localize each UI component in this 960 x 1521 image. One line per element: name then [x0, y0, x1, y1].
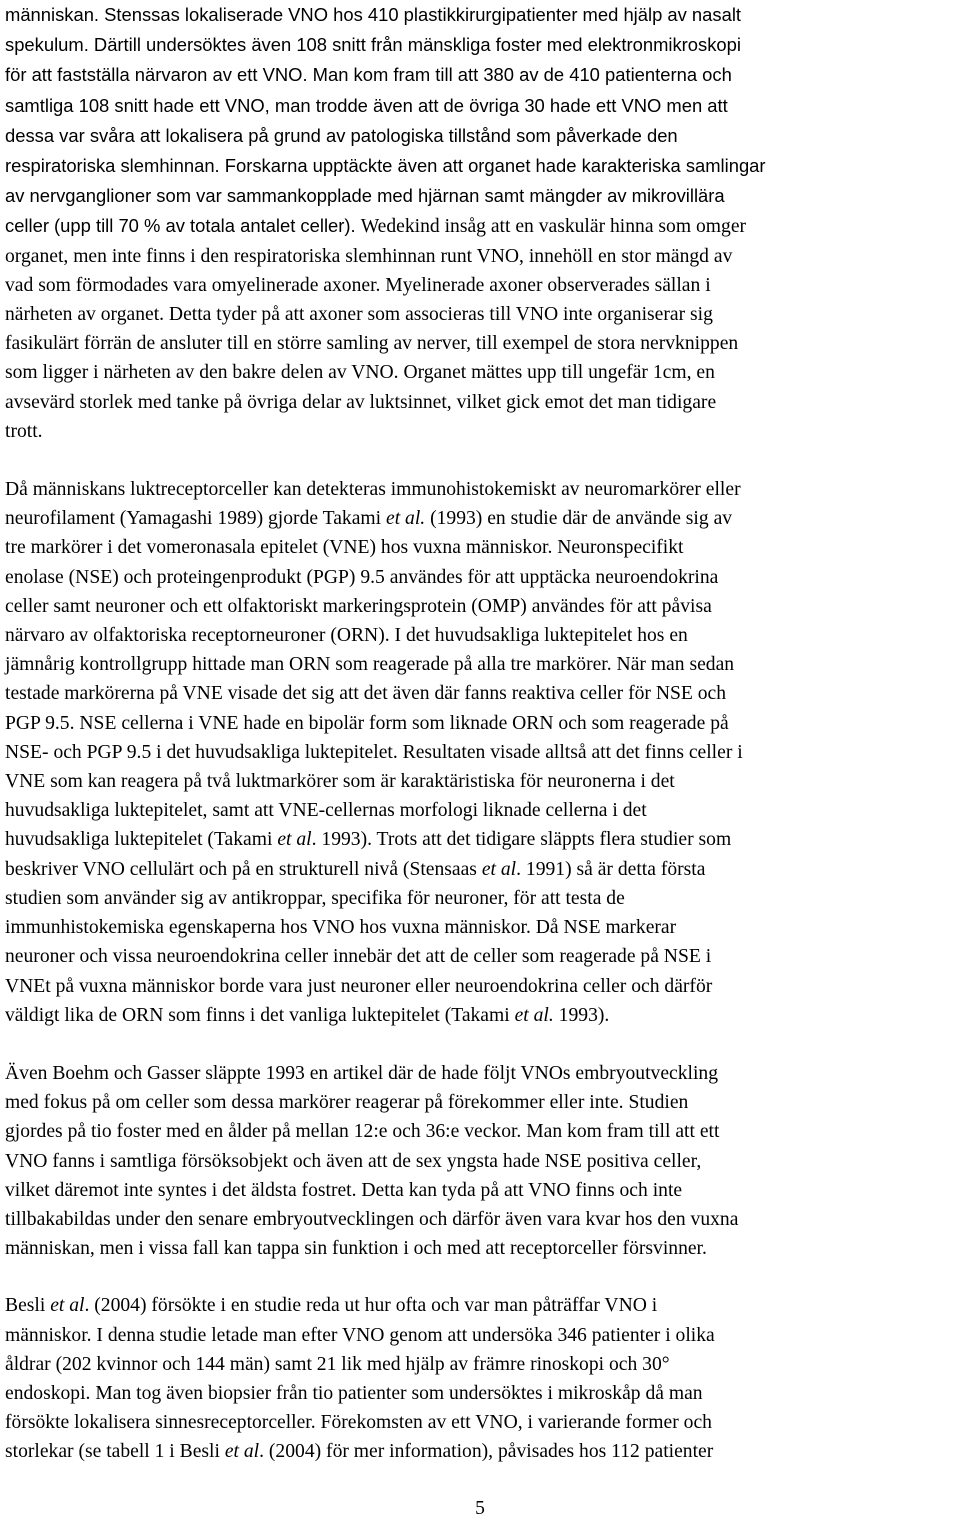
text-line: [5, 1117, 957, 1146]
text-segment: NSE- och PGP 9.5 i det huvudsakliga luktepitelet. Resultaten visade alltså att det finns celler i: [5, 741, 743, 763]
text-segment: Forskarna upptäckte även att organet hade karakteriska samlingar: [224, 155, 766, 177]
text-segment: 1993).: [553, 1004, 610, 1026]
text-segment: vilket däremot inte syntes i det äldsta fostret. Detta kan tyda på att VNO finns och inte: [5, 1179, 683, 1201]
text-segment: storlekar (se tabell 1 i Besli: [5, 1441, 225, 1463]
text-line: [5, 913, 957, 942]
text-line: [5, 972, 957, 1001]
text-segment: . (2004) försökte i en studie reda ut hur ofta och var man påträffar VNO i: [84, 1295, 658, 1317]
text-segment: enolase (NSE) och proteingenprodukt (PGP) 9.5 användes för att upptäcka neuroendokrina: [5, 566, 719, 588]
text-line: [5, 1321, 957, 1350]
text-line: [5, 1059, 957, 1088]
text-segment: människan, men i vissa fall kan tappa sin funktion i och med att receptorceller försvinner.: [5, 1238, 707, 1260]
text-line: [5, 650, 957, 679]
text-segment: tillbakabildas under den senare embryoutvecklingen och därför även vara kvar hos den vuxna: [5, 1208, 739, 1230]
text-line: [5, 504, 957, 533]
text-segment: beskriver VNO cellulärt och på en strukturell nivå (Stensaas: [5, 858, 482, 880]
text-line: [5, 30, 957, 60]
text-segment: celler samt neuroner och ett olfaktoriskt markeringsprotein (OMP) användes för att påvisa: [5, 595, 712, 617]
italic-citation: et al.: [514, 1004, 554, 1026]
text-segment: väldigt lika de ORN som finns i det vanliga luktepitelet (Takami: [5, 1004, 515, 1026]
text-segment: för att fastställa närvaron av ett VNO.: [5, 64, 313, 86]
text-line: [5, 91, 957, 121]
text-line: [5, 1147, 957, 1176]
text-line: [5, 151, 957, 181]
text-line: [5, 181, 957, 211]
text-segment: samtliga 108 snitt hade ett VNO, man trodde även att de övriga 30 hade ett VNO men att: [5, 94, 728, 116]
text-line: [5, 388, 957, 417]
text-segment: organet, men inte finns i den respiratoriska slemhinnan runt VNO, innehöll en stor mängd av: [5, 245, 733, 267]
text-segment: . 1991) så är detta första: [516, 858, 706, 880]
text-segment: huvudsakliga luktepitelet, samt att VNE-cellernas morfologi liknade cellerna i det: [5, 800, 647, 822]
text-segment: . 1993). Trots att det tidigare släppts flera studier som: [311, 829, 732, 851]
text-line: [5, 1176, 957, 1205]
text-line: [5, 1205, 957, 1234]
text-segment: PGP 9.5. NSE cellerna i VNE hade en bipolär form som liknade ORN och som reagerade på: [5, 712, 729, 734]
text-segment: försökte lokalisera sinnesreceptorceller. Förekomsten av ett VNO, i varierande former och: [5, 1412, 712, 1434]
text-segment: vad som förmodades vara omyelinerade axoner. Myelinerade axoner observerades sällan i: [5, 274, 711, 296]
italic-citation: et al: [481, 858, 517, 880]
text-segment: Man kom fram till att 380 av de 410 patienterna och: [312, 64, 732, 86]
document-page: [5, 0, 957, 1467]
text-segment: endoskopi. Man tog även biopsier från tio patienter som undersöktes i mikroskåp då man: [5, 1382, 703, 1404]
text-line: [5, 592, 957, 621]
text-line: [5, 121, 957, 151]
paragraph: [5, 1291, 957, 1466]
text-segment: . (2004) för mer information), påvisades hos 112 patienter: [259, 1441, 714, 1463]
text-segment: fasikulärt förrän de ansluter till en större samling av nerver, till exempel de stora nervknippen: [5, 333, 739, 355]
text-segment: Då människans luktreceptorceller kan detekteras immunohistokemiskt av neuromarkörer eller: [5, 479, 741, 501]
text-line: [5, 1001, 957, 1030]
text-segment: Wedekind insåg att en vaskulär hinna som omger: [360, 216, 747, 238]
text-segment: studien som använder sig av antikroppar, specifika för neuroner, för att testa de: [5, 887, 625, 909]
paragraph: [5, 0, 957, 446]
text-line: [5, 855, 957, 884]
text-segment: avsevärd storlek med tanke på övriga delar av luktsinnet, vilket gick emot det man tidigare: [5, 391, 717, 413]
italic-citation: et al: [50, 1295, 85, 1317]
text-line: [5, 738, 957, 767]
text-segment: dessa var svåra att lokalisera på grund av patologiska tillstånd som påverkade den: [5, 124, 678, 146]
text-segment: huvudsakliga luktepitelet (Takami: [5, 829, 278, 851]
text-line: [5, 825, 957, 854]
text-segment: testade markörerna på VNE visade det sig att det även där fanns reaktiva celler för NSE och: [5, 683, 727, 705]
text-line: [5, 271, 957, 300]
text-segment: av nervganglioner som var sammankopplade med hjärnan samt mängder av mikrovillära: [5, 185, 725, 207]
text-segment: människan. Stenssas lokaliserade VNO hos 410 plastikkirurgipatienter med hjälp av nasalt: [5, 4, 742, 25]
text-segment: neurofilament (Yamagashi 1989) gjorde Takami: [5, 508, 386, 530]
text-segment: tre markörer i det vomeronasala epitelet (VNE) hos vuxna människor. Neuronspecifikt: [5, 537, 684, 559]
text-segment: åldrar (202 kvinnor och 144 män) samt 21 lik med hjälp av främre rinoskopi och 30°: [5, 1353, 670, 1375]
italic-citation: et al: [224, 1441, 260, 1463]
text-line: [5, 1291, 957, 1320]
text-line: [5, 1379, 957, 1408]
text-line: [5, 211, 957, 241]
text-segment: Även Boehm och Gasser släppte 1993 en artikel där de hade följt VNOs embryoutveckling: [5, 1062, 718, 1084]
text-line: [5, 1350, 957, 1379]
text-line: [5, 621, 957, 650]
text-line: [5, 475, 957, 504]
text-segment: med fokus på om celler som dessa markörer reagerar på förekommer eller inte. Studien: [5, 1092, 689, 1114]
text-segment: spekulum. Därtill undersöktes även 108 snitt från mänskliga foster med elektronmikroskopi: [5, 34, 741, 56]
text-line: [5, 242, 957, 271]
text-line: [5, 563, 957, 592]
text-segment: Besli: [5, 1295, 51, 1317]
text-line: [5, 796, 957, 825]
text-line: [5, 329, 957, 358]
text-line: [5, 1408, 957, 1437]
text-segment: celler (upp till 70 % av totala antalet celler).: [5, 215, 361, 237]
text-segment: människor. I denna studie letade man efter VNO genom att undersöka 346 patienter i olika: [5, 1324, 715, 1346]
text-line: [5, 533, 957, 562]
text-segment: immunhistokemiska egenskaperna hos VNO hos vuxna människor. Då NSE markerar: [5, 917, 677, 939]
text-line: [5, 884, 957, 913]
text-line: [5, 1234, 957, 1263]
text-line: [5, 1088, 957, 1117]
text-segment: VNO fanns i samtliga försöksobjekt och även att de sex yngsta hade NSE positiva celler,: [5, 1150, 702, 1172]
text-line: [5, 358, 957, 387]
text-line: [5, 300, 957, 329]
text-segment: VNEt på vuxna människor borde vara just neuroner eller neuroendokrina celler och därför: [5, 975, 713, 997]
text-segment: jämnårig kontrollgrupp hittade man ORN som reagerade på alla tre markörer. När man sedan: [5, 654, 735, 676]
italic-citation: et al: [277, 829, 312, 851]
text-line: [5, 679, 957, 708]
page-number: 5: [475, 1498, 485, 1519]
text-line: [5, 60, 957, 90]
text-segment: neuroner och vissa neuroendokrina celler innebär det att de celler som reagerade på NSE i: [5, 946, 712, 968]
text-segment: respiratoriska slemhinnan.: [5, 155, 225, 177]
paragraph: [5, 475, 957, 1030]
text-line: [5, 1437, 957, 1466]
text-segment: VNE som kan reagera på två luktmarkörer som är karaktäristiska för neuronerna i det: [5, 771, 675, 793]
text-line: [5, 417, 957, 446]
text-segment: närheten av organet. Detta tyder på att axoner som associeras till VNO inte organiserar sig: [5, 304, 713, 326]
italic-citation: et al.: [386, 508, 426, 530]
text-line: [5, 0, 957, 30]
text-line: [5, 767, 957, 796]
text-segment: närvaro av olfaktoriska receptorneuroner (ORN). I det huvudsakliga luktepitelet hos en: [5, 625, 688, 647]
paragraph: [5, 1059, 957, 1263]
text-segment: gjordes på tio foster med en ålder på mellan 12:e och 36:e veckor. Man kom fram till att ett: [5, 1121, 720, 1143]
text-segment: som ligger i närheten av den bakre delen av VNO. Organet mättes upp till ungefär 1cm, en: [5, 362, 715, 384]
text-line: [5, 942, 957, 971]
body-text: [5, 0, 957, 1467]
text-line: [5, 709, 957, 738]
text-segment: trott.: [5, 420, 43, 442]
text-segment: (1993) en studie där de använde sig av: [425, 508, 733, 530]
